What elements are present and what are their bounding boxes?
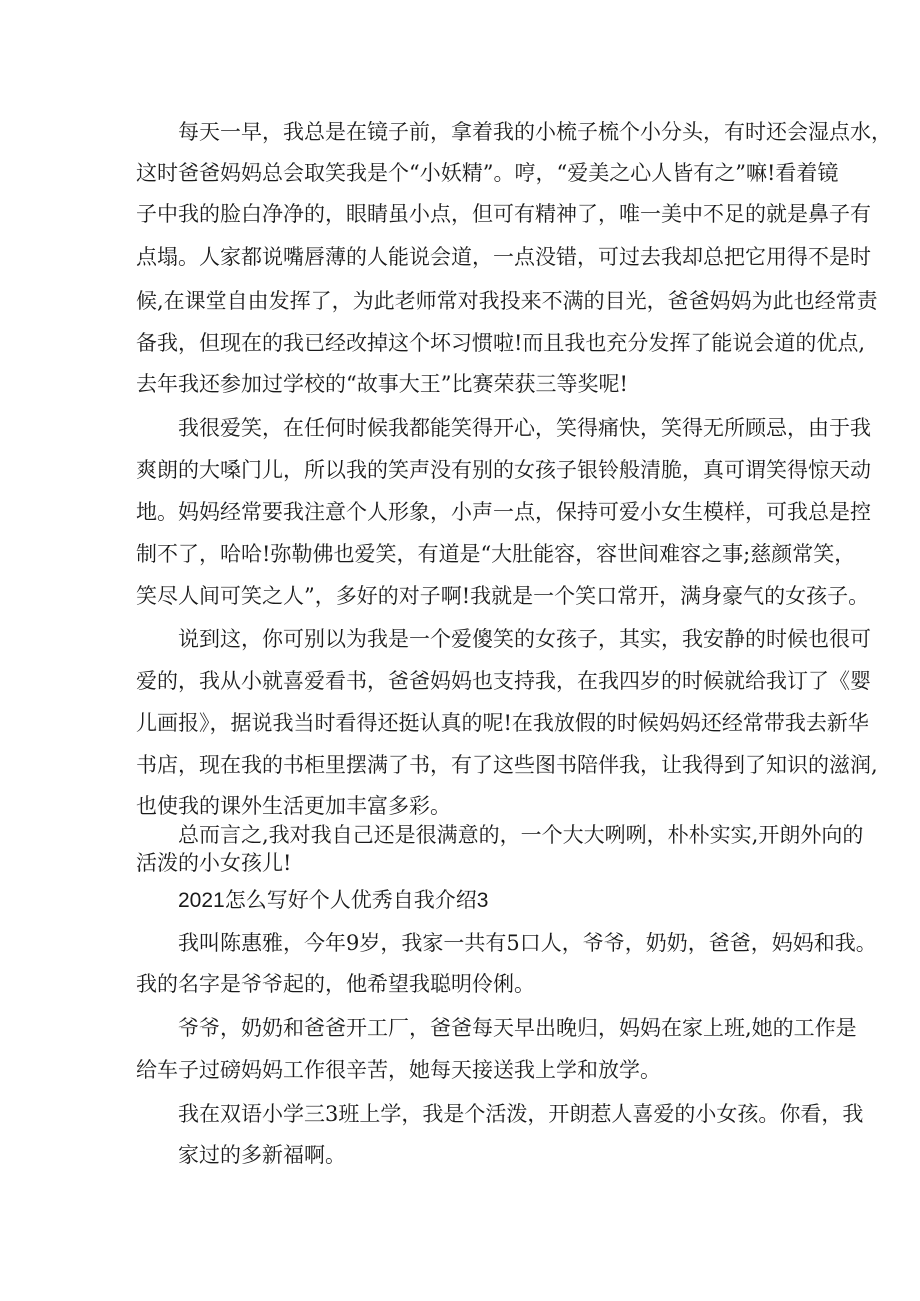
paragraph1-line5: 候,在课堂自由发挥了，为此老师常对我投来不满的目光，爸爸妈妈为此也经常责	[136, 289, 878, 313]
paragraph1-line2: 这时爸爸妈妈总会取笑我是个“小妖精”。哼，“爱美之心人皆有之”嘛!看着镜	[136, 161, 839, 185]
paragraph3-line2: 爱的，我从小就喜爱看书，爸爸妈妈也支持我，在我四岁的时候就给我订了《婴	[136, 669, 871, 693]
paragraph2-line1: 我很爱笑，在任何时候我都能笑得开心，笑得痛快，笑得无所顾忌，由于我	[178, 416, 871, 440]
paragraph1-line4: 点塌。人家都说嘴唇薄的人能说会道，一点没错，可过去我却总把它用得不是时	[136, 245, 871, 269]
paragraph7-line1: 我在双语小学三3班上学，我是个活泼，开朗惹人喜爱的小女孩。你看，我	[178, 1102, 864, 1126]
paragraph2-line3: 地。妈妈经常要我注意个人形象，小声一点，保持可爱小女生模样，可我总是控	[136, 500, 871, 524]
paragraph2-line4: 制不了，哈哈!弥勒佛也爱笑，有道是“大肚能容，容世间难容之事;慈颜常笑，	[136, 542, 856, 566]
paragraph3-line1: 说到这，你可别以为我是一个爱傻笑的女孩子，其实，我安静的时候也很可	[178, 627, 871, 651]
paragraph5-line2: 我的名字是爷爷起的，他希望我聪明伶俐。	[136, 972, 535, 996]
paragraph2-line2: 爽朗的大嗓门儿，所以我的笑声没有别的女孩子银铃般清脆，真可谓笑得惊天动	[136, 458, 871, 482]
paragraph5-line1: 我叫陈惠雅，今年9岁，我家一共有5口人，爷爷，奶奶，爸爸，妈妈和我。	[178, 931, 877, 955]
paragraph6-line1: 爷爷，奶奶和爸爸开工厂，爸爸每天早出晚归，妈妈在家上班,她的工作是	[178, 1016, 857, 1040]
paragraph4-line1: 总而言之,我对我自己还是很满意的，一个大大咧咧，朴朴实实,开朗外向的	[178, 823, 864, 847]
paragraph6-line2: 给车子过磅妈妈工作很辛苦，她每天接送我上学和放学。	[136, 1058, 661, 1082]
paragraph1-line6: 备我，但现在的我已经改掉这个坏习惯啦!而且我也充分发挥了能说会道的优点,	[136, 331, 866, 355]
paragraph3-line4: 书店，现在我的书柜里摆满了书，有了这些图书陪伴我，让我得到了知识的滋润,	[136, 753, 878, 777]
paragraph7-line2: 家过的多新福啊。	[178, 1143, 346, 1167]
section-heading: 2021怎么写好个人优秀自我介绍3	[178, 889, 489, 912]
paragraph1-line1: 每天一早，我总是在镜子前，拿着我的小梳子梳个小分头，有时还会湿点水，	[178, 120, 892, 144]
paragraph1-line7: 去年我还参加过学校的“故事大王”比赛荣获三等奖呢!	[136, 372, 628, 396]
paragraph2-line5: 笑尽人间可笑之人”，多好的对子啊!我就是一个笑口常开，满身豪气的女孩子。	[136, 584, 870, 608]
paragraph4-line2: 活泼的小女孩儿!	[136, 851, 292, 875]
paragraph1-line3: 子中我的脸白净净的，眼睛虽小点，但可有精神了，唯一美中不足的就是鼻子有	[136, 202, 871, 226]
paragraph3-line3: 儿画报》，据说我当时看得还挺认真的呢!在我放假的时候妈妈还经常带我去新华	[136, 711, 869, 735]
paragraph3-line5: 也使我的课外生活更加丰富多彩。	[136, 794, 451, 818]
